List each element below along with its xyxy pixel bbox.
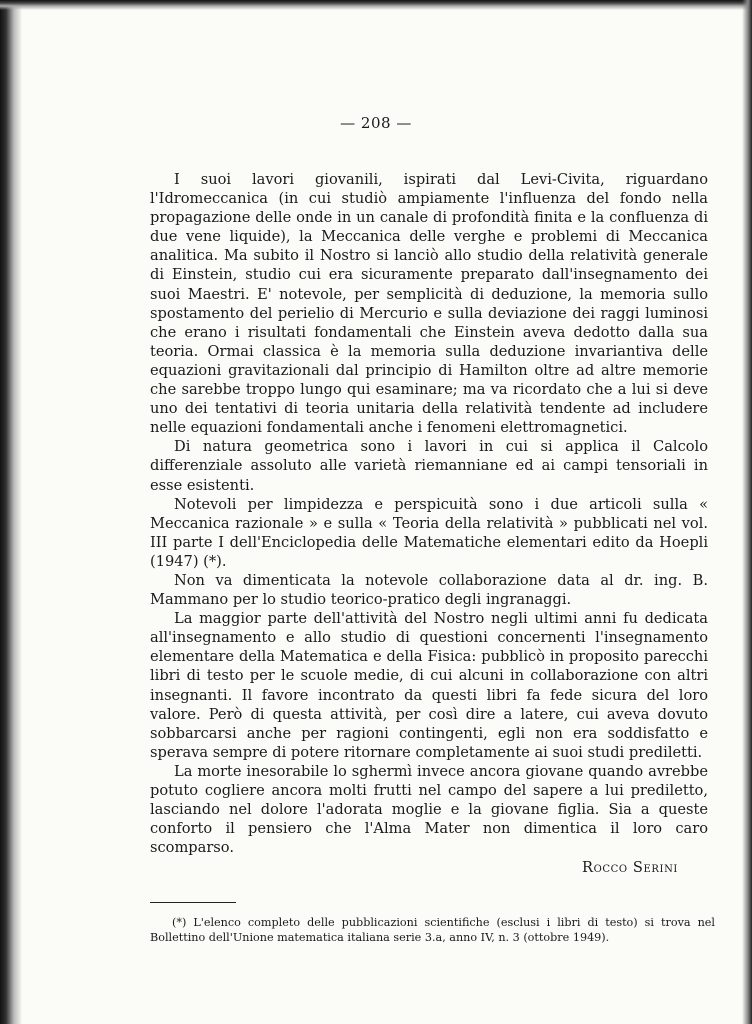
footnote-text: L'elenco completo delle pubblicazioni scientifiche (esclusi i libri di testo) si trova nel Bollettino dell'Unione matematica italiana serie 3.a, anno IV, n. 3 (ottobre 1949). (150, 916, 715, 944)
author-signature: Rocco Serini (581, 859, 678, 877)
page-right-shadow (742, 0, 752, 1024)
paragraph: I suoi lavori giovanili, ispirati dal Levi-Civita, riguardano l'Idromeccanica (in cui studiò ampiamente l'influenza del fondo nella propagazione delle onde in un canale di profondità finita e la confluenza di due vene liquide), la Meccanica delle verghe e problemi di Meccanica analitica. Ma subito il Nostro si lanciò allo studio della relatività generale di Einstein, studio cui era sicuramente preparato dall'insegnamento dei suoi Maestri. E' notevole, per semplicità di deduzione, la memoria sullo spostamento del perielio di Mercurio e sulla deviazione dei raggi luminosi che erano i risultati fondamentali che Einstein aveva dedotto dalla sua teoria. Ormai classica è la memoria sulla deduzione invariantiva delle equazioni gravitazionali dal principio di Hamilton oltre ad altre memorie che sarebbe troppo lungo qui esaminare; ma va ricordato che a lui si deve uno dei tentativi di teoria unitaria della relatività tendente ad includere nelle equazioni fondamentali anche i fenomeni elettromagnetici. (150, 171, 708, 437)
footnote-marker: (*) (172, 916, 187, 929)
footnote-divider (150, 902, 236, 903)
paragraph: Di natura geometrica sono i lavori in cui si applica il Calcolo differenziale assoluto alle varietà riemanniane ed ai campi tensoriali in esse esistenti. (150, 438, 708, 494)
paragraph: Non va dimenticata la notevole collaborazione data al dr. ing. B. Mammano per lo studio teorico-pratico degli ingranaggi. (150, 571, 708, 609)
page-top-shadow (0, 0, 752, 10)
article-body (150, 170, 708, 877)
page-binding-shadow (0, 0, 22, 1024)
paragraph: La maggior parte dell'attività del Nostro negli ultimi anni fu dedicata all'insegnamento e allo studio di questioni concernenti l'insegnamento elementare della Matematica e della Fisica: pubblicò in proposito parecchi libri di testo per le scuole medie, di cui alcuni in collaborazione con altri insegnanti. Il favore incontrato da questi libri fa fede sicura del loro valore. Però di questa attività, per così dire a latere, cui aveva dovuto sobbarcarsi anche per ragioni contingenti, egli non era soddisfatto e sperava sempre di potere ritornare completamente ai suoi studi prediletti. (150, 610, 708, 761)
page-number: — 208 — (340, 114, 412, 132)
paragraph: La morte inesorabile lo sghermì invece ancora giovane quando avrebbe potuto cogliere ancora molti frutti nel campo del sapere a lui prediletto, lasciando nel dolore l'adorata moglie e la giovane figlia. Sia a queste conforto il pensiero che l'Alma Mater non dimentica il loro caro scomparso. (150, 762, 708, 857)
paragraph: Notevoli per limpidezza e perspicuità sono i due articoli sulla « Meccanica razionale » e sulla « Teoria della relatività » pubblicati nel vol. III parte I dell'Enciclopedia delle Matematiche elementari edito da Hoepli (1947) (*). (150, 495, 708, 570)
footnote (150, 916, 715, 945)
